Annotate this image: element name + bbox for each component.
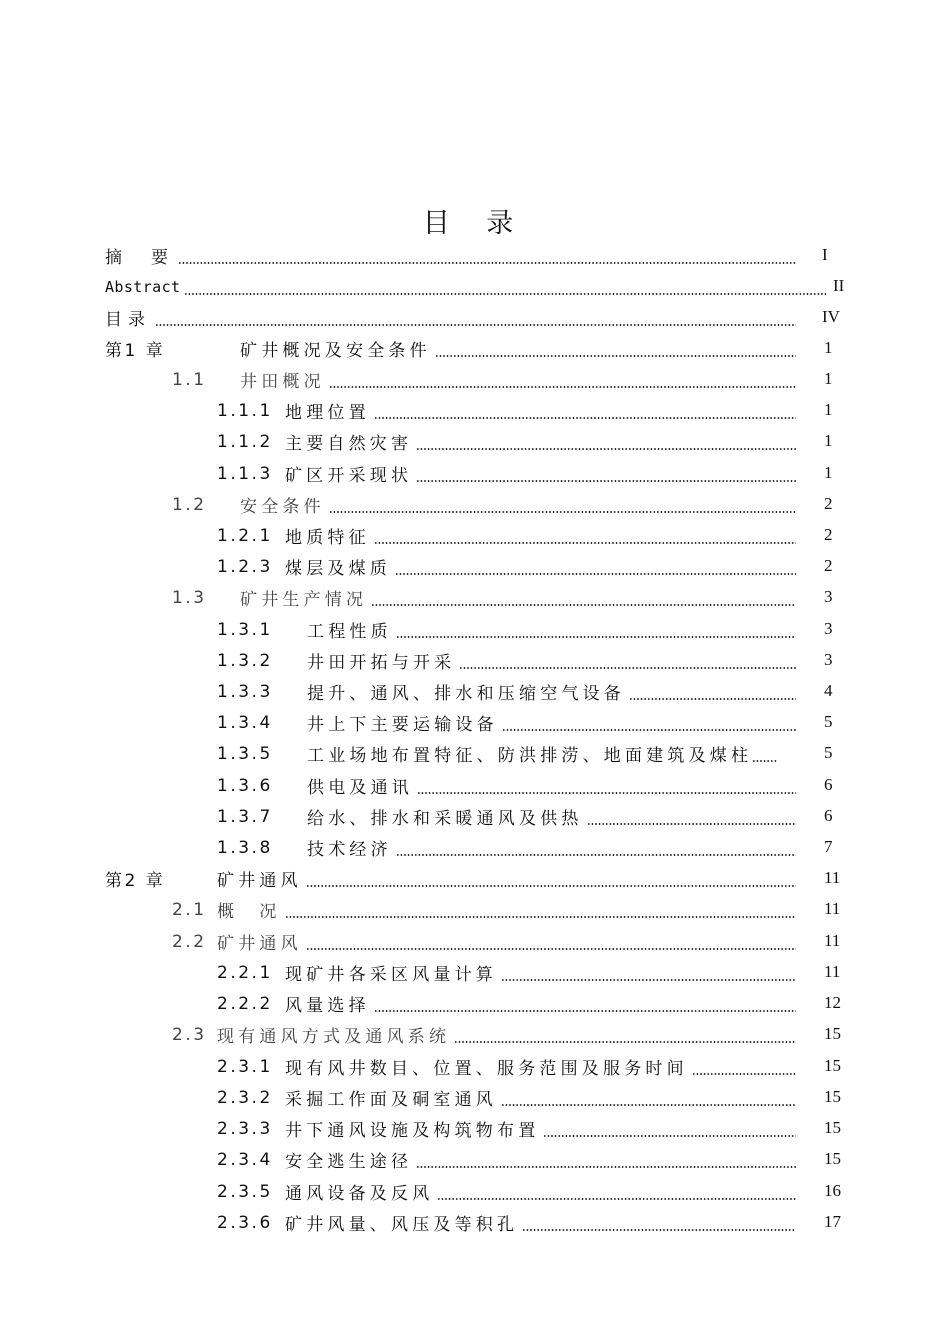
toc-entry-label: 现有风井数目、位置、服务范围及服务时间 <box>285 1059 688 1079</box>
toc-page-number: 11 <box>824 868 841 887</box>
toc-entry-number: 1.2.1 <box>217 525 273 546</box>
toc-entry[interactable] <box>217 707 800 738</box>
toc-entry-number: 2.3.6 <box>217 1212 273 1233</box>
toc-page-number: 4 <box>824 681 833 700</box>
toc-entry-label: 煤层及煤质 <box>285 559 391 579</box>
toc-entry-number: 1.3.5 <box>217 743 273 764</box>
toc-entry-number: 1.3.1 <box>217 619 273 640</box>
toc-page-number: 11 <box>824 931 841 950</box>
toc-page-number: 16 <box>824 1181 841 1200</box>
toc-dot-leader <box>587 823 796 825</box>
toc-entry-label: 安全条件 <box>240 497 325 517</box>
toc-entry[interactable] <box>217 1207 800 1238</box>
toc-dot-leader <box>502 729 796 731</box>
toc-page-number: 6 <box>824 806 833 825</box>
toc-entry[interactable] <box>172 489 800 520</box>
toc-dot-leader <box>306 885 796 887</box>
toc-page-number: 11 <box>824 899 841 918</box>
toc-page-number: 12 <box>824 993 841 1012</box>
toc-entry-number: 1.3.3 <box>217 681 273 702</box>
toc-dot-leader <box>306 948 796 950</box>
toc-entry[interactable] <box>217 458 800 489</box>
toc-dot-leader <box>374 417 796 419</box>
toc-page-number: 1 <box>824 463 833 482</box>
toc-dot-leader <box>752 760 778 762</box>
toc-page-number: 5 <box>824 712 833 731</box>
toc-dot-leader <box>454 1041 796 1043</box>
toc-entry-number: 2.2 <box>172 931 207 952</box>
toc-dot-leader <box>692 1073 796 1075</box>
toc-entry-label: 矿区开采现状 <box>285 466 413 486</box>
toc-page-number: 15 <box>824 1056 841 1075</box>
toc-entry-number: 2.1 <box>172 899 207 920</box>
toc-dot-leader <box>416 1166 796 1168</box>
toc-entry-number: 2.2.1 <box>217 962 273 983</box>
toc-page-number: 17 <box>824 1212 841 1231</box>
toc-dot-leader <box>285 916 796 918</box>
toc-entry-label: 供电及通讯 <box>307 778 413 798</box>
toc-entry[interactable] <box>105 302 800 333</box>
toc-dot-leader <box>417 792 796 794</box>
toc-entry-number: 第1 章 <box>105 341 166 361</box>
toc-page-number: I <box>822 245 828 264</box>
toc-dot-leader <box>396 636 796 638</box>
toc-entry[interactable] <box>217 1113 800 1144</box>
toc-entry[interactable] <box>217 1176 800 1207</box>
toc-entry[interactable] <box>217 770 800 801</box>
toc-entry-label: 矿井风量、风压及等积孔 <box>285 1215 519 1235</box>
toc-entry-number: 2.3.3 <box>217 1118 273 1139</box>
toc-entry-number: 1.3.4 <box>217 712 273 733</box>
toc-entry-label: 风量选择 <box>285 996 370 1016</box>
toc-entry-label: 工业场地布置特征、防洪排涝、地面建筑及煤柱 <box>307 746 753 766</box>
toc-entry-label: 矿井通风 <box>217 871 302 891</box>
toc-page-number: II <box>833 276 845 295</box>
toc-entry[interactable] <box>105 333 800 364</box>
toc-dot-leader <box>543 1135 796 1137</box>
toc-entry-label: 采掘工作面及硐室通风 <box>285 1090 497 1110</box>
toc-page-number: 15 <box>824 1118 841 1137</box>
toc-page-number: IV <box>822 307 840 326</box>
toc-page-number: 15 <box>824 1149 841 1168</box>
toc-dot-leader <box>501 979 796 981</box>
toc-page-number: 1 <box>824 338 833 357</box>
toc-entry-number: 1.3.6 <box>217 775 273 796</box>
toc-entry-number: 1.3.7 <box>217 806 273 827</box>
toc-entry-label: 目录 <box>105 310 151 330</box>
toc-entry[interactable] <box>105 863 800 894</box>
toc-entry-label: 地质特征 <box>285 528 370 548</box>
toc-entry[interactable] <box>217 801 800 832</box>
toc-dot-leader <box>155 324 796 326</box>
toc-entry-number: 1.3.8 <box>217 837 273 858</box>
toc-entry-label: 现矿井各采区风量计算 <box>285 965 497 985</box>
toc-entry-number: 2.2.2 <box>217 993 273 1014</box>
toc-dot-leader <box>459 667 796 669</box>
toc-entry[interactable] <box>217 832 800 863</box>
toc-entry-label: 井田开拓与开采 <box>307 653 456 673</box>
toc-entry[interactable] <box>105 240 800 271</box>
toc-dot-leader <box>374 542 796 544</box>
toc-entry[interactable] <box>105 271 830 302</box>
toc-page-number: 15 <box>824 1087 841 1106</box>
toc-entry-label: 摘 要 <box>105 248 174 268</box>
toc-page-number: 1 <box>824 400 833 419</box>
toc-entry[interactable] <box>217 551 800 582</box>
toc-entry[interactable] <box>217 426 800 457</box>
toc-entry-number: 1.1 <box>172 369 207 390</box>
toc-entry-label: 地理位置 <box>285 403 370 423</box>
toc-entry[interactable] <box>217 738 800 769</box>
toc-entry-number: 1.3 <box>172 587 207 608</box>
toc-entry-label: 提升、通风、排水和压缩空气设备 <box>307 684 625 704</box>
toc-entry[interactable] <box>172 582 800 613</box>
toc-entry[interactable] <box>217 1144 800 1175</box>
toc-dot-leader <box>522 1229 796 1231</box>
toc-dot-leader <box>416 448 796 450</box>
toc-dot-leader <box>329 511 796 513</box>
toc-entry-number: 1.3.2 <box>217 650 273 671</box>
toc-entry-label: 井上下主要运输设备 <box>307 715 498 735</box>
toc-page-number: 11 <box>824 962 841 981</box>
toc-entry[interactable] <box>217 395 800 426</box>
toc-entry-label: 主要自然灾害 <box>285 434 413 454</box>
toc-dot-leader <box>437 1198 796 1200</box>
toc-entry-label: 安全逃生途径 <box>285 1152 413 1172</box>
toc-page-number: 7 <box>824 837 833 856</box>
toc-entry-number: 第2 章 <box>105 871 166 891</box>
toc-entry[interactable] <box>217 1051 800 1082</box>
toc-page-number: 5 <box>824 743 833 762</box>
toc-entry-label: 井田概况 <box>240 372 325 392</box>
toc-entry-number: 1.2.3 <box>217 556 273 577</box>
toc-entry-label: 概 况 <box>217 902 281 922</box>
toc-entry[interactable] <box>172 926 800 957</box>
toc-entry-label: 矿井概况及安全条件 <box>240 341 431 361</box>
toc-entry-label: 现有通风方式及通风系统 <box>217 1027 451 1047</box>
toc-entry-number: 2.3.1 <box>217 1056 273 1077</box>
toc-entry[interactable] <box>217 520 800 551</box>
toc-entry[interactable] <box>217 1082 800 1113</box>
toc-entry-label: 井下通风设施及构筑物布置 <box>285 1121 540 1141</box>
toc-entry-number: 2.3.5 <box>217 1181 273 1202</box>
toc-page-number: 3 <box>824 619 833 638</box>
toc-dot-leader <box>374 1010 796 1012</box>
toc-entry-number: 2.3 <box>172 1024 207 1045</box>
toc-entry-number: 1.2 <box>172 494 207 515</box>
toc-entry-label: 工程性质 <box>307 622 392 642</box>
toc-page-number: 1 <box>824 369 833 388</box>
toc-page-number: 3 <box>824 587 833 606</box>
toc-entry-number: 2.3.2 <box>217 1087 273 1108</box>
toc-entry-number: 2.3.4 <box>217 1149 273 1170</box>
toc-entry[interactable] <box>172 894 800 925</box>
toc-dot-leader <box>396 854 796 856</box>
toc-entry-number: 1.1.1 <box>217 400 273 421</box>
toc-entry[interactable] <box>217 957 800 988</box>
toc-page-number: 1 <box>824 431 833 450</box>
toc-page-number: 6 <box>824 775 833 794</box>
toc-page-number: 3 <box>824 650 833 669</box>
toc-dot-leader <box>178 262 796 264</box>
toc-entry-label: 技术经济 <box>307 840 392 860</box>
toc-dot-leader <box>395 573 796 575</box>
toc-dot-leader <box>629 698 796 700</box>
toc-entry[interactable] <box>217 988 800 1019</box>
toc-dot-leader <box>184 293 826 295</box>
toc-dot-leader <box>501 1104 796 1106</box>
toc-dot-leader <box>329 386 796 388</box>
toc-dot-leader <box>435 355 796 357</box>
toc-page-number: 15 <box>824 1024 841 1043</box>
toc-entry-number: 1.1.3 <box>217 463 273 484</box>
toc-page-number: 2 <box>824 556 833 575</box>
toc-entry[interactable] <box>217 645 800 676</box>
toc-entry-label: 通风设备及反风 <box>285 1184 434 1204</box>
toc-title: 目 录 <box>422 208 528 239</box>
toc-entry[interactable] <box>172 1019 800 1050</box>
toc-page-number: 2 <box>824 525 833 544</box>
toc-entry-label: 给水、排水和采暖通风及供热 <box>307 809 583 829</box>
toc-entry-label: Abstract <box>105 277 181 296</box>
toc-entry[interactable] <box>217 614 800 645</box>
toc-dot-leader <box>416 480 796 482</box>
toc-entry[interactable] <box>217 676 800 707</box>
toc-entry[interactable] <box>172 364 800 395</box>
toc-entry-label: 矿井通风 <box>217 934 302 954</box>
toc-page-number: 2 <box>824 494 833 513</box>
toc-entry-number: 1.1.2 <box>217 431 273 452</box>
toc-dot-leader <box>371 604 796 606</box>
toc-entry-label: 矿井生产情况 <box>240 590 368 610</box>
